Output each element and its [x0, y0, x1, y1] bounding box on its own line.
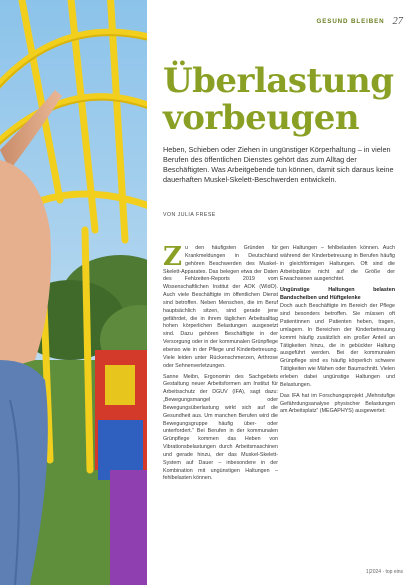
title-line-2: vorbeugen — [163, 98, 360, 138]
body-paragraph: gen Haltungen – fehlbelasten können. Auch während der Kinderbetreuung in Berufen häufig in gleichförmigen Haltungen. Oft sind die Arbeitsplätze nicht auf die Größe der Erwachsenen ausgerichtet. — [280, 245, 395, 283]
section-label: GESUND BLEIBEN — [316, 17, 385, 25]
article-title — [163, 63, 403, 137]
body-paragraph — [163, 242, 278, 371]
title-line-1: Überlastung — [163, 61, 394, 101]
drop-cap: Z — [163, 242, 182, 272]
byline: VON JULIA FRESE — [163, 212, 216, 218]
body-column-1 — [163, 242, 278, 486]
page-footer: 1|2024 · top eins — [365, 569, 403, 575]
body-paragraph: Doch auch Beschäftigte im Bereich der Pflege sind besonders betroffen. Sie müssen oft Patientinnen und Patienten heben, tragen, umlagern. In Bereichen der Kinderbetreuung kommt häufig zusätzlich ein großer Anteil an Tätigkeiten hinzu, die in gebückter Haltung ausgeführt werden. Bei der kommunalen Grünpflege sind es häufig körperlich schwere Tätigkeiten wie Mähen oder Baumschnitt. Vielen erleben dabei ungünstige Haltungen und Belastungen. — [280, 303, 395, 388]
body-column-2 — [280, 245, 395, 419]
article-lead: Heben, Schieben oder Ziehen in ungünstiger Körperhaltung – in vielen Berufen des öffentlichen Dienstes gehört das zum Alltag der Beschäftigten. Was Arbeitgebende tun können, damit sich daraus keine dauerhaften Muskel-Skelett-Beschwerden entwickeln. — [163, 145, 394, 185]
playground-illustration — [0, 0, 147, 585]
body-paragraph: Das IFA hat im Forschungsprojekt „Mehrstufige Gefährdungsanalyse physischer Belastungen am Arbeitsplatz“ (MEGAPHYS) ausgewertet: — [280, 392, 395, 415]
body-paragraph: Sanne Meibn, Ergonomin des Sachgebiets Gestaltung neuer Arbeitsformen am Institut für Arbeitsschutz der DGUV (IFA), sagt dazu: „Bewegungsmangel oder Bewegungsüberlastung wirkt sich auf die Gesundheit aus. Um manchen Berufen wird die Bewegungsgruppe häufig über- oder unterfordert.“ Bei Berufen in der kommunalen Grünpflege kommen das Heben von Vibrationsbelastungen durch Arbeitsmaschinen und gerade hinzu, der das Muskel-Skelett-System auf Dauer – inbesondere in der Kombination mit ungünstigen Haltungen – fehlbelasten können. — [163, 373, 278, 482]
article-photo — [0, 0, 147, 585]
subheading: Ungünstige Haltungen belasten Bandscheiben und Hüftgelenke — [280, 287, 395, 301]
page-number: 27 — [392, 15, 403, 27]
page-header — [317, 14, 403, 28]
paragraph-text: u den häufigsten Gründen für Krankmeldungen in Deutschland gehören Beschwerden des Muskel-Skelett-Apparates. Das belegen etwa der Daten des Fehlzeiten-Reports 2019 vom Wissenschaftlichen Institut der AOK (WIdO). Auch viele Beschäftigte im öffentlichen Dienst sind betroffen. Neben Menschen, die im Beruf hauptsächlich sitzen, sind gerade jene gefährdet, die in ihrem täglichen Arbeitsalltag hohen körperlichen Belastungen ausgesetzt sind. Dazu gehören Beschäftigte in der Versorgung oder in der kommunalen Grünpflege ebenso wie in der Pflege und Kinderbetreuung. Viele leiden unter Rückenschmerzen, Arthrose oder Sehnenverletzungen. — [163, 245, 278, 369]
